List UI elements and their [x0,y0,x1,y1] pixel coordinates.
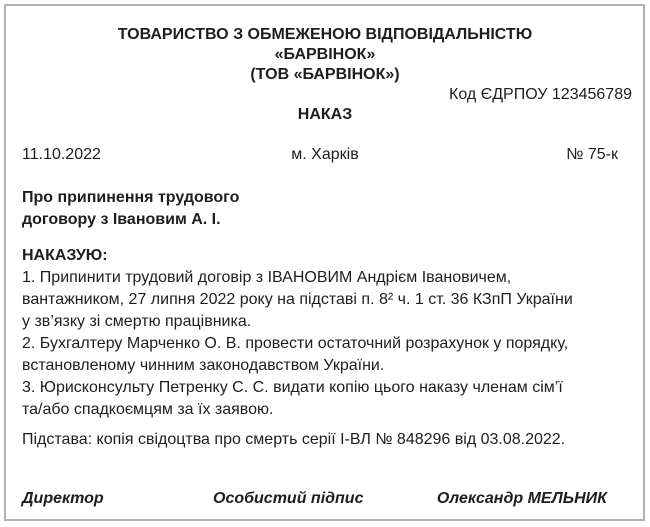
order-body [0,245,650,421]
order-text-line: 1. Припинити трудовий договір з ІВАНОВИМ Андрієм Івановичем, [22,269,512,286]
subject-block [0,187,650,231]
subject-line: Про припинення трудового [22,189,240,206]
company-short-name-line: (ТОВ «БАРВІНОК») [250,66,400,83]
company-name-line: «БАРВІНОК» [274,46,376,63]
document-number: № 75-к [566,146,618,163]
order-text-line: 2. Бухгалтеру Марченко О. В. провести остаточний розрахунок у порядку, [22,335,569,352]
order-heading: НАКАЗУЮ: [22,247,108,264]
order-text-line: у зв’язку зі смертю працівника. [22,313,252,330]
signatory-position: Директор [22,490,104,507]
date-row [0,145,650,165]
signature-label: Особистий підпис [213,490,364,507]
company-name-block [0,0,650,85]
order-text-line: встановленому чинним законодавством України. [22,357,385,374]
order-text-line: вантажником, 27 липня 2022 року на підставі п. 8² ч. 1 ст. 36 КЗпП України [22,291,573,308]
subject-line: договору з Івановим А. І. [22,211,221,228]
document-title: НАКАЗ [297,106,353,123]
basis-line: Підстава: копія свідоцтва про смерть серії І-ВЛ № 848296 від 03.08.2022. [22,431,566,448]
document-date: 11.10.2022 [22,146,101,163]
document-city: м. Харків [291,146,359,163]
edrpou-code: Код ЄДРПОУ 123456789 [449,86,632,103]
signatory-name: Олександр МЕЛЬНИК [436,490,607,507]
order-text-line: 3. Юрисконсульту Петренку С. С. видати копію цього наказу членам сім’ї [22,379,563,396]
order-text-line: та/або спадкоємцям за їх заявою. [22,401,274,418]
signature-row [0,488,650,510]
company-name-line: ТОВАРИСТВО З ОБМЕЖЕНОЮ ВІДПОВІДАЛЬНІСТЮ [117,26,533,43]
